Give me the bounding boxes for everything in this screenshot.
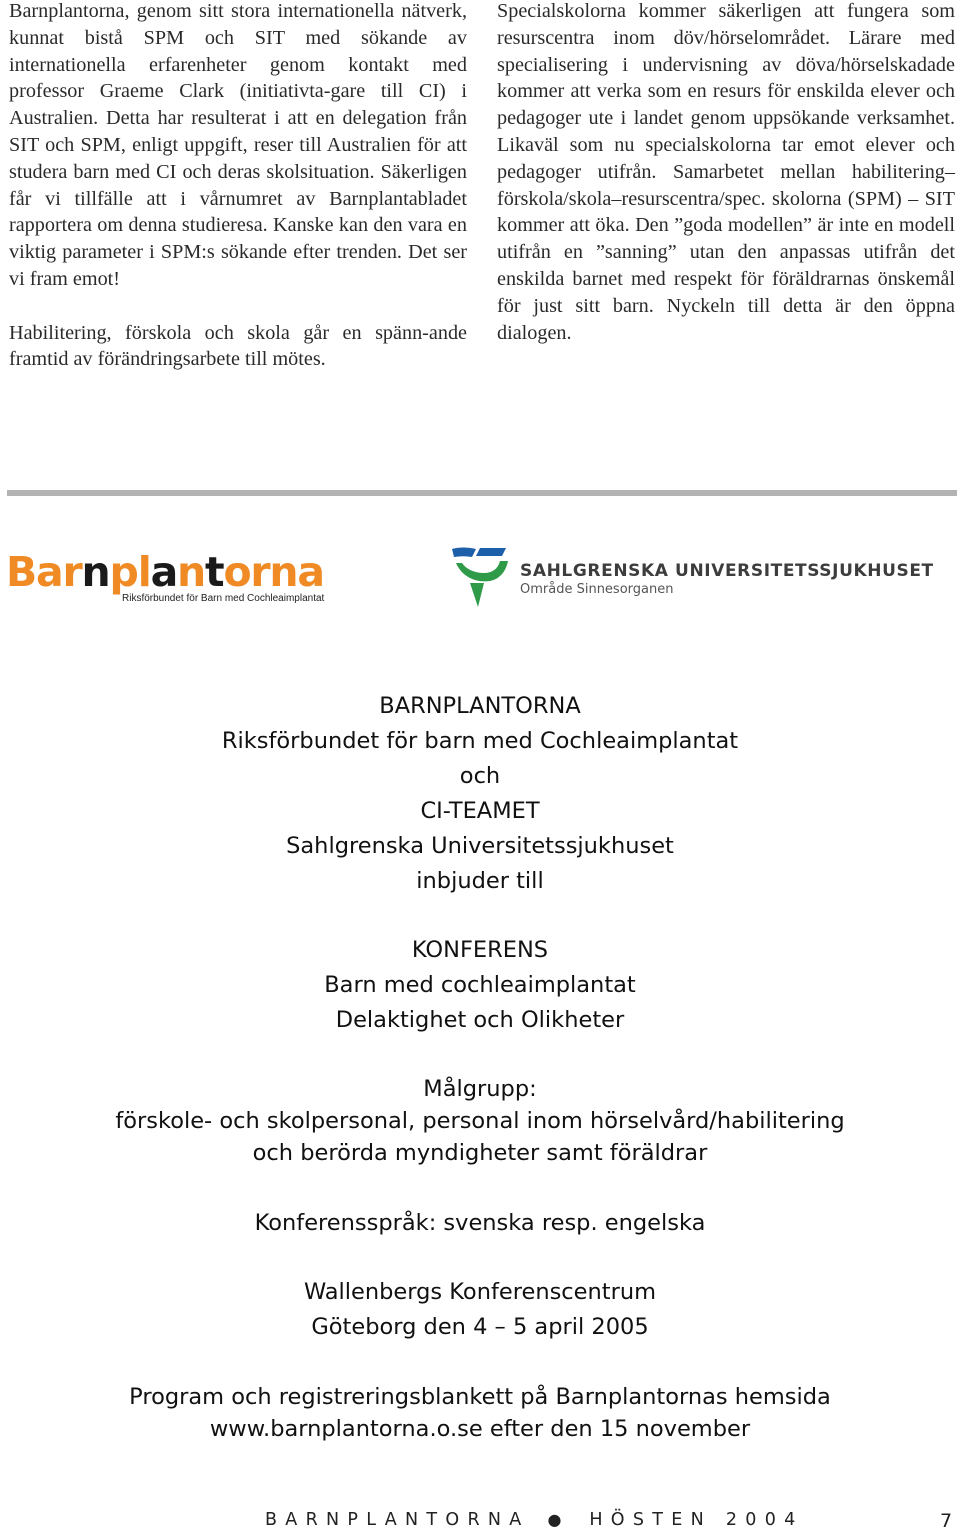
bullet-icon: ● bbox=[547, 1510, 562, 1529]
conference-date: Göteborg den 4 – 5 april 2005 bbox=[311, 1314, 649, 1340]
wordmark-segment: pl bbox=[109, 548, 151, 596]
conference-venue: Wallenbergs Konferenscentrum bbox=[303, 1279, 657, 1305]
invitation-invites: inbjuder till bbox=[416, 868, 544, 894]
wordmark-segment: n bbox=[177, 548, 206, 596]
paragraph: Habilitering, förskola och skola går en spänn-ande framtid av förändringsarbete till mötes. bbox=[9, 321, 467, 371]
footer-issue: HÖSTEN 2004 bbox=[589, 1510, 804, 1530]
invitation-and: och bbox=[459, 763, 501, 789]
article-column-right bbox=[497, 0, 955, 346]
audience-line: förskole- och skolpersonal, personal inom hörselvård/habilitering bbox=[115, 1108, 845, 1134]
sahlgrenska-emblem-icon bbox=[446, 543, 512, 609]
article-column-left bbox=[9, 0, 467, 373]
wordmark-segment: n bbox=[81, 548, 110, 596]
program-info: Program och registreringsblankett på Barnplantornas hemsida bbox=[129, 1384, 831, 1410]
wordmark-segment: Bar bbox=[6, 548, 82, 596]
sahlgrenska-area: Område Sinnesorganen bbox=[520, 582, 674, 597]
sahlgrenska-logo bbox=[446, 543, 946, 613]
website-info: www.barnplantorna.o.se efter den 15 november bbox=[209, 1416, 751, 1442]
invitation-org: BARNPLANTORNA bbox=[379, 693, 581, 719]
audience-line: och berörda myndigheter samt föräldrar bbox=[252, 1140, 708, 1166]
barnplantorna-logo bbox=[6, 548, 336, 608]
invitation-org-full: Riksförbundet för barn med Cochleaimplantat bbox=[221, 728, 739, 754]
barnplantorna-logo-subtitle: Riksförbundet för Barn med Cochleaimplantat bbox=[122, 593, 325, 604]
conference-heading: KONFERENS bbox=[411, 937, 549, 963]
conference-topic: Barn med cochleaimplantat bbox=[324, 972, 636, 998]
wordmark-segment: t bbox=[205, 548, 224, 596]
conference-subtitle: Delaktighet och Olikheter bbox=[335, 1007, 625, 1033]
invitation-hospital: Sahlgrenska Universitetssjukhuset bbox=[286, 833, 674, 859]
wordmark-segment: a bbox=[150, 548, 178, 596]
paragraph: Barnplantorna, genom sitt stora internationella nätverk, kunnat bistå SPM och SIT med sökande av internationella erfarenheter genom kontakt med professor Graeme Clark (initiativta-gare till CI) i Australien. Detta har resulterat i att en delegation från SIT och SPM, enligt uppgift, reser till Australien för att studera barn med CI och deras skolsituation. Säkerligen får vi tillfälle att i vårnumret av Barnplantabladet rapportera om denna studieresa. Kanske kan den vara en viktig parameter i SPM:s sökande efter trenden. Det ser vi fram emot! bbox=[9, 0, 467, 290]
barnplantorna-wordmark bbox=[6, 548, 336, 596]
running-footer bbox=[265, 1510, 804, 1530]
sahlgrenska-name: SAHLGRENSKA UNIVERSITETSSJUKHUSET bbox=[520, 561, 934, 581]
invitation-team: CI-TEAMET bbox=[420, 798, 540, 824]
paragraph: Specialskolorna kommer säkerligen att fungera som resurscentra inom döv/hörselområdet. Lärare med specialisering i undervisning av döva/hörselskadade kommer att verka som en resurs för enskilda elever och pedagoger ute i landet genom uppsökande verksamhet. Likaväl som nu specialskolorna tar emot elever och pedagoger utifrån. Samarbetet mellan habilitering–förskola/skola–resurscentra/spec. skolorna (SPM) – SIT kommer att öka. Den ”goda modellen” är inte en modell utifrån en ”sanning” utan den anpassas utifrån det enskilda barnet med respekt för föräldrarnas önskemål för just sitt barn. Nyckeln till detta är den öppna dialogen. bbox=[497, 0, 955, 344]
audience-label: Målgrupp: bbox=[423, 1076, 537, 1102]
footer-publication: BARNPLANTORNA bbox=[265, 1510, 530, 1530]
conference-language: Konferensspråk: svenska resp. engelska bbox=[254, 1210, 706, 1236]
wordmark-segment: orna bbox=[223, 548, 324, 596]
section-divider bbox=[7, 490, 957, 496]
page-number: 7 bbox=[940, 1510, 953, 1532]
